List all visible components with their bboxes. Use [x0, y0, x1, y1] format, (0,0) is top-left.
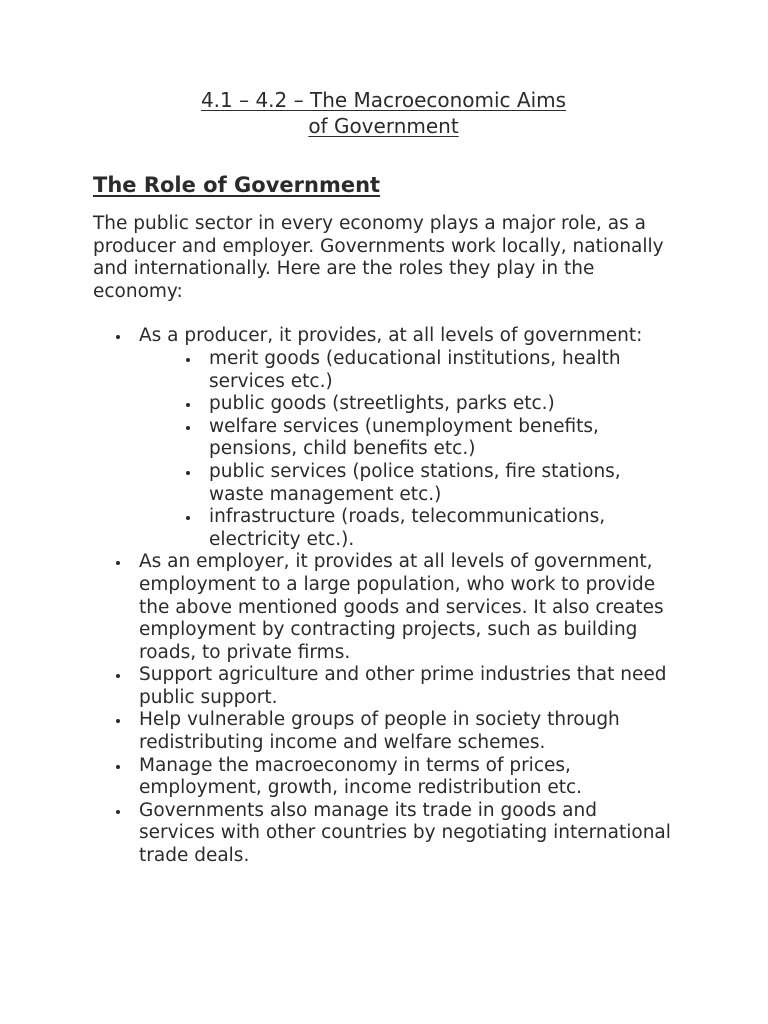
sub-list-item [139, 461, 674, 506]
document-title-line-2: of Government [308, 114, 459, 138]
list-item [93, 325, 674, 551]
list-item [93, 755, 674, 800]
sub-list-item-text: public goods (streetlights, parks etc.) [209, 393, 555, 415]
list-item [93, 709, 674, 754]
list-item-text: Help vulnerable groups of people in society through redistributing income and welfare schemes. [139, 709, 620, 754]
sub-list-item-text: merit goods (educational institutions, health services etc.) [209, 347, 621, 392]
list-item [93, 800, 674, 868]
sub-list-item [139, 348, 674, 393]
list-item [93, 664, 674, 709]
list-item [93, 551, 674, 664]
sub-list-item-text: infrastructure (roads, telecommunications, electricity etc.). [209, 506, 606, 550]
list-item-text: As a producer, it provides, at all levels of government: [139, 325, 643, 347]
document-title-line-1: 4.1 – 4.2 – The Macroeconomic Aims [200, 88, 567, 112]
list-item-text: As an employer, it provides at all levels of government, employment to a large population, who work to provide the above mentioned goods and services. It also creates employment by contracting projects, such as building roads, to private firms. [139, 551, 664, 663]
sub-list-item [139, 393, 674, 416]
section-heading: The Role of Government [93, 173, 381, 197]
producer-sub-list [139, 348, 674, 551]
sub-list-item [139, 506, 674, 551]
document-title [93, 87, 674, 139]
list-item-text: Governments also manage its trade in goods and services with other countries by negotiating international trade deals. [139, 799, 671, 867]
intro-paragraph: The public sector in every economy plays a major role, as a producer and employer. Governments work locally, nationally and internationally. Here are the roles they play in the economy: [93, 213, 664, 302]
list-item-text: Support agriculture and other prime industries that need public support. [139, 664, 667, 708]
sub-list-item-text: public services (police stations, fire stations, waste management etc.) [209, 460, 621, 505]
sub-list-item [139, 416, 674, 461]
list-item-text: Manage the macroeconomy in terms of prices, employment, growth, income redistribution etc. [139, 754, 583, 799]
sub-list-item-text: welfare services (unemployment benefits, pensions, child benefits etc.) [209, 415, 599, 460]
roles-list [93, 325, 674, 867]
